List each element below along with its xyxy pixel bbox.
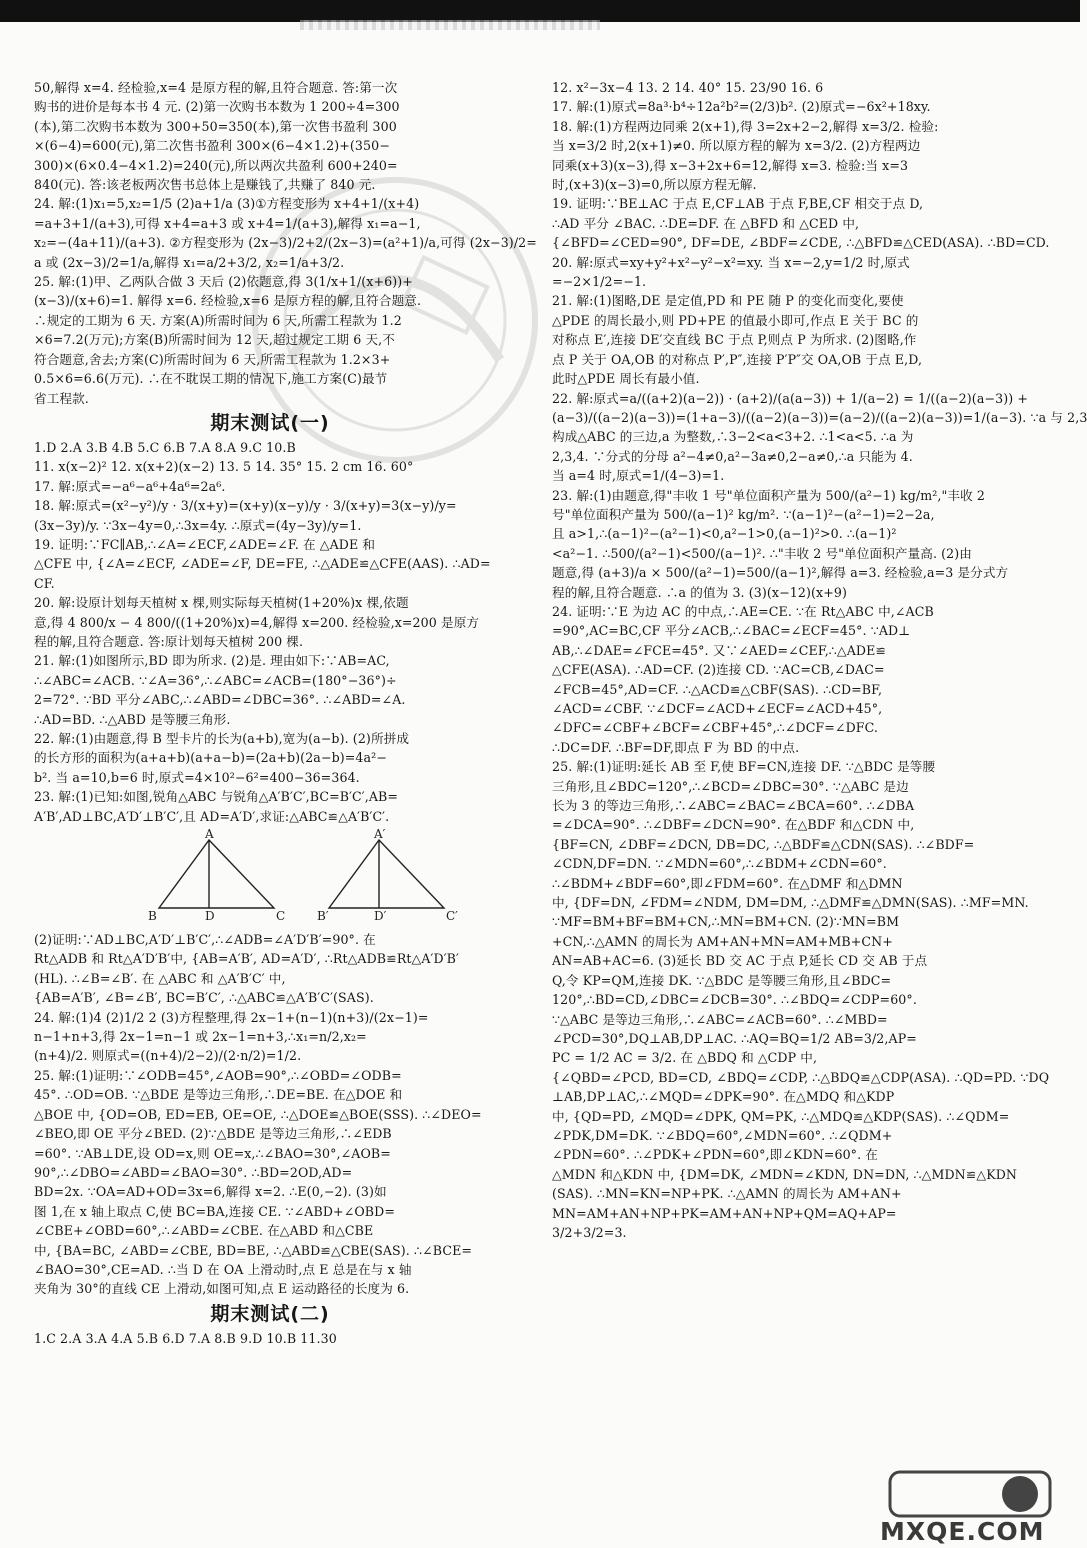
triangle-a-prime bbox=[329, 840, 444, 908]
answer-line: (SAS). ∴MN=KN=NP+PK. ∴△AMN 的周长为 AM+AN+ bbox=[552, 1186, 902, 1202]
answer-line: 25. 解:(1)证明:∵∠ODB=45°,∠AOB=90°,∴∠OBD=∠ODB= bbox=[34, 1067, 402, 1083]
answer-line: 夹角为 30°的直线 CE 上滑动,如图可知,点 E 运动路径的长度为 6. bbox=[34, 1281, 410, 1297]
answer-line: ∠ACD=∠CBF. ∵∠DCF=∠ACD+∠ECF=∠ACD+45°, bbox=[552, 701, 883, 716]
answer-line: 18. 解:原式=(x²−y²)/y · 3/(x+y)=(x+y)(x−y)/y · 3/(x+y)=3(x−y)/y= bbox=[34, 498, 457, 514]
answer-line: 840(元). 答:该老板两次售书总体上是赚钱了,共赚了 840 元. bbox=[34, 177, 376, 193]
answer-line: 程的解,且符合题意. 答:原计划每天植树 200 棵. bbox=[34, 633, 304, 649]
answer-line: AB,∴∠DAE=∠FCE=45°. 又∵∠AED=∠CEF,∴△ADE≌ bbox=[552, 642, 887, 658]
logo-text: MXQE.COM bbox=[880, 1517, 1045, 1546]
answer-line: 24. 解:(1)x₁=5,x₂=1/5 (2)a+1/a (3)①方程变形为 x+4+1/(x+4) bbox=[34, 196, 420, 212]
label-D-prime: D′ bbox=[374, 909, 387, 924]
answer-line: ×6=7.2(万元);方案(B)所需时间为 12 天,超过规定工期 6 天,不 bbox=[34, 332, 395, 348]
answer-line: 三角形,且∠BDC=120°,∴∠BCD=∠DBC=30°. ∵△ABC 是边 bbox=[552, 778, 909, 794]
answer-line: BD=2x. ∵OA=AD+OD=3x=6,解得 x=2. ∴E(0,−2). (3)如 bbox=[34, 1184, 387, 1200]
answer-line: 12. x²−3x−4 13. 2 14. 40° 15. 23/90 16. 6 bbox=[552, 80, 824, 95]
site-logo bbox=[880, 1466, 1060, 1546]
answer-line: ∴∠BDM+∠BDF=60°,即∠FDM=60°. 在△DMF 和△DMN bbox=[552, 875, 903, 891]
answer-line: (HL). ∴∠B=∠B′. 在 △ABC 和 △A′B′C′ 中, bbox=[34, 970, 286, 986]
label-A-prime: A′ bbox=[374, 827, 386, 842]
answer-line: =∠DCA=90°. ∴∠DBF=∠DCN=90°. 在△BDF 和△CDN 中, bbox=[552, 817, 915, 833]
answer-line: ∠PCD=30°,DQ⊥AB,DP⊥AC. ∴AQ=BQ=1/2 AB=3/2,AP= bbox=[552, 1030, 917, 1046]
answer-line: ∠PDN=60°. ∴∠PDK+∠PDN=60°,即∠KDN=60°. 在 bbox=[552, 1147, 878, 1163]
label-C-prime: C′ bbox=[446, 909, 458, 924]
answer-line: 号"单位面积产量为 500/(a−1)² kg/m². ∵(a−1)²−(a²−1)=2−2a, bbox=[552, 506, 935, 522]
answer-line: =−2×1/2=−1. bbox=[552, 274, 647, 290]
answer-line: 题意,得 (a+3)/a × 500/(a²−1)=500/(a−1)²,解得 a=3. 经检验,a=3 是分式方 bbox=[552, 565, 1009, 581]
answer-line: △MDN 和△KDN 中, {DM=DK, ∠MDN=∠KDN, DN=DN, ∴△MDN≌△KDN bbox=[552, 1166, 1018, 1182]
answer-line: =a+3+1/(a+3),可得 x+4=a+3 或 x+4=1/(a+3),解得 x₁=a−1, bbox=[34, 215, 421, 231]
answer-line: 120°,∴BD=CD,∠DBC=∠DCB=30°. ∴∠BDQ=∠CDP=60°. bbox=[552, 992, 917, 1008]
answer-line: (本),第二次购书本数为 300+50=350(本),第一次售书盈利 300 bbox=[34, 118, 397, 134]
answer-line: PC = 1/2 AC = 3/2. 在 △BDQ 和 △CDP 中, bbox=[552, 1050, 818, 1066]
answer-line: (x−3)/(x+6)=1. 解得 x=6. 经检验,x=6 是原方程的解,且符合题意. bbox=[34, 293, 422, 309]
answer-line: {AB=A′B′, ∠B=∠B′, BC=B′C′, ∴△ABC≌△A′B′C′(SAS). bbox=[34, 990, 374, 1006]
answer-line: a 或 (2x−3)/2=1/a,解得 x₁=a/2+3/2, x₂=1/a+3/2. bbox=[34, 254, 345, 270]
answer-line: 购书的进价是每本书 4 元. (2)第一次购书本数为 1 200÷4=300 bbox=[34, 99, 400, 115]
answer-line: △PDE 的周长最小,则 PD+PE 的值最小即可,作点 E 关于 BC 的 bbox=[552, 312, 919, 328]
answer-line: 2,3,4. ∵分式的分母 a²−4≠0,a²−3a≠0,2−a≠0,∴a 只能为 4. bbox=[552, 448, 913, 464]
answer-line: 1.D 2.A 3.B 4.B 5.C 6.B 7.A 8.A 9.C 10.B bbox=[34, 439, 296, 455]
answer-line: 当 x=3/2 时,2(x+1)≠0. 所以原方程的解为 x=3/2. (2)方程两边 bbox=[552, 138, 921, 154]
answer-line: 17. 解:原式=−a⁶−a⁶+4a⁶=2a⁶. bbox=[34, 478, 226, 494]
answer-line: 24. 证明:∵E 为边 AC 的中点,∴AE=CE. ∵在 Rt△ABC 中,∠ACB bbox=[552, 603, 934, 619]
answer-line: =60°. ∵AB⊥DE,设 OD=x,则 OE=x,∴∠BAO=30°,∠AOB= bbox=[34, 1145, 391, 1161]
answer-line: ∴AD=BD. ∴△ABD 是等腰三角形. bbox=[34, 711, 231, 727]
logo-glyph bbox=[880, 1466, 1060, 1522]
answer-line: A′B′,AD⊥BC,A′D′⊥B′C′,且 AD=A′D′,求证:△ABC≌△A′B′C′. bbox=[34, 808, 390, 824]
answer-line: AN=AB+AC=6. (3)延长 BD 交 AC 于点 P,延长 CD 交 AB 于点 bbox=[552, 953, 928, 969]
answer-line: {∠QBD=∠PCD, BD=CD, ∠BDQ=∠CDP, ∴△BDQ≌△CDP(ASA). ∴QD=PD. ∵DQ bbox=[552, 1069, 1050, 1085]
answer-line: ∴规定的工期为 6 天. 方案(A)所需时间为 6 天,所需工程款为 1.2 bbox=[34, 312, 402, 328]
answer-line: 程的解,且符合题意. ∴a 的值为 3. (3)(x−12)(x+9) bbox=[552, 584, 848, 600]
answer-line: 图 1,在 x 轴上取点 C,使 BC=BA,连接 CE. ∵∠ABD+∠OBD= bbox=[34, 1203, 395, 1219]
left-column bbox=[34, 78, 537, 1518]
answer-line: 23. 解:(1)由题意,得"丰收 1 号"单位面积产量为 500/(a²−1) kg/m²,"丰收 2 bbox=[552, 487, 985, 503]
answer-line: 22. 解:原式=a/((a+2)(a−2)) · (a+2)/(a(a−3)) + 1/(a−2) = 1/((a−2)(a−3)) + bbox=[552, 390, 1028, 406]
answer-line: b². 当 a=10,b=6 时,原式=4×10²−6²=400−36=364. bbox=[34, 769, 360, 785]
section-heading: 期末测试(一) bbox=[210, 411, 330, 434]
answer-line: ∠BAO=30°,CE=AD. ∴当 D 在 OA 上滑动时,点 E 总是在与 x 轴 bbox=[34, 1261, 412, 1277]
answer-line: Q,令 KP=QM,连接 DK. ∵△BDC 是等腰三角形,且∠BDC= bbox=[552, 972, 892, 988]
answer-line: 25. 解:(1)证明:延长 AB 至 F,使 BF=CN,连接 DF. ∵△BDC 是等腰 bbox=[552, 759, 936, 775]
answer-line: 时,(x+3)(x−3)=0,所以原方程无解. bbox=[552, 177, 757, 193]
answer-line: ∠CDN,DF=DN. ∵∠MDN=60°,∴∠BDM+∠CDN=60°. bbox=[552, 856, 887, 872]
answer-line: △BOE 中, {OD=OB, ED=EB, OE=OE, ∴△DOE≌△BOE(SSS). ∴∠DEO= bbox=[34, 1106, 482, 1122]
answer-line: 21. 解:(1)如图所示,BD 即为所求. (2)是. 理由如下:∵AB=AC, bbox=[34, 653, 390, 669]
answer-line: 23. 解:(1)已知:如图,锐角△ABC 与锐角△A′B′C′,BC=B′C′,AB= bbox=[34, 789, 399, 805]
answer-line: ∴∠ABC=∠ACB. ∵∠A=36°,∴∠ABC=∠ACB=(180°−36°)÷ bbox=[34, 672, 397, 688]
label-B-prime: B′ bbox=[317, 909, 329, 924]
answer-line: 300)×(6×0.4−4×1.2)=240(元),所以两次共盈利 600+240= bbox=[34, 157, 398, 173]
answer-line: (n+4)/2. 则原式=((n+4)/2−2)/(2·n/2)=1/2. bbox=[34, 1048, 302, 1064]
answer-line: 符合题意,舍去;方案(C)所需时间为 6 天,所需工程款为 1.2×3+ bbox=[34, 351, 391, 367]
answer-line: ⊥AB,DP⊥AC,∴∠MQD=∠DPK=90°. 在△MDQ 和△KDP bbox=[552, 1089, 895, 1105]
label-C: C bbox=[276, 909, 286, 924]
answer-line: ×(6−4)=600(元),第二次售书盈利 300×(6−4×1.2)+(350− bbox=[34, 138, 390, 154]
answer-line: 90°,∴∠DBO=∠ABD=∠BAO=30°. ∴BD=2OD,AD= bbox=[34, 1164, 353, 1180]
label-B: B bbox=[148, 909, 157, 924]
answer-line: +CN,∴△AMN 的周长为 AM+AN+MN=AM+MB+CN+ bbox=[552, 933, 893, 949]
answer-line: 此时△PDE 周长有最小值. bbox=[552, 371, 700, 387]
answer-line: 同乘(x+3)(x−3),得 x−3+2x+6=12,解得 x=3. 检验:当 x=3 bbox=[552, 157, 909, 173]
answer-line: △CFE(ASA). ∴AD=CF. (2)连接 CD. ∵AC=CB,∠DAC= bbox=[552, 662, 885, 678]
answer-line: 20. 解:原式=xy+y²+x²−y²−x²=xy. 当 x=−2,y=1/2 时,原式 bbox=[552, 254, 910, 270]
answer-line: 的长方形的面积为(a+a+b)(a+a−b)=(2a+b)(2a−b)=4a²− bbox=[34, 750, 387, 766]
section-heading: 期末测试(二) bbox=[210, 1302, 330, 1325]
answer-line: 18. 解:(1)方程两边同乘 2(x+1),得 3=2x+2−2,解得 x=3/2. 检验: bbox=[552, 118, 939, 134]
answer-line: 中, {DF=DN, ∠FDM=∠NDM, DM=DM, ∴△DMF≌△DMN(SAS). ∴MF=MN. bbox=[552, 895, 1029, 911]
top-dark-band bbox=[0, 0, 1080, 22]
answer-line: Rt△ADB 和 Rt△A′D′B′中, {AB=A′B′, AD=A′D′, ∴Rt△ADB≌Rt△A′D′B′ bbox=[34, 951, 459, 967]
answer-line: ∠PDK,DM=DK. ∵∠BDQ=60°,∠MDN=60°. ∴∠QDM+ bbox=[552, 1127, 893, 1143]
answer-line: (a−3)/((a−2)(a−3))=(1+a−3)/((a−2)(a−3))=(a−2)/((a−2)(a−3))=1/(a−3). ∵a 与 2,3 bbox=[552, 409, 1087, 425]
answer-line: 45°. ∴OD=OB. ∵△BDE 是等边三角形,∴DE=BE. 在△DOE 和 bbox=[34, 1087, 403, 1103]
answer-line: 24. 解:(1)4 (2)1/2 2 (3)方程整理,得 2x−1+(n−1)(n+3)/(2x−1)= bbox=[34, 1009, 429, 1025]
answer-line: 50,解得 x=4. 经检验,x=4 是原方程的解,且符合题意. 答:第一次 bbox=[34, 80, 398, 95]
triangle-abc bbox=[159, 840, 274, 908]
answer-line: 中, {BA=BC, ∠ABD=∠CBE, BD=BE, ∴△ABD≌△CBE(SAS). ∴∠BCE= bbox=[34, 1242, 473, 1258]
label-D: D bbox=[205, 909, 215, 924]
answer-line: 17. 解:(1)原式=8a³·b⁴÷12a²b²=(2/3)b². (2)原式=−6x²+18xy. bbox=[552, 99, 931, 115]
answer-line: 11. x(x−2)² 12. x(x+2)(x−2) 13. 5 14. 35° 15. 2 cm 16. 60° bbox=[34, 459, 414, 475]
answer-line: ∠BEO,即 OE 平分∠BED. (2)∵△BDE 是等边三角形,∴∠EDB bbox=[34, 1126, 392, 1142]
answer-line: △CFE 中, {∠A=∠ECF, ∠ADE=∠F, DE=FE, ∴△ADE≌△CFE(AAS). ∴AD= bbox=[34, 556, 491, 572]
answer-line: 2=72°. ∵BD 平分∠ABC,∴∠ABD=∠DBC=36°. ∴∠ABD=∠A. bbox=[34, 692, 406, 708]
answer-line: 0.5×6=6.6(万元). ∴在不耽误工期的情况下,施工方案(C)最节 bbox=[34, 371, 388, 387]
answer-line: 3/2+3/2=3. bbox=[552, 1224, 627, 1240]
scan-noise bbox=[300, 20, 600, 30]
answer-line: 1.C 2.A 3.A 4.A 5.B 6.D 7.A 8.B 9.D 10.B 11.30 bbox=[34, 1330, 337, 1346]
triangle-figure bbox=[34, 827, 506, 924]
answer-line: (3x−3y)/y. ∵3x−4y=0,∴3x=4y. ∴原式=(4y−3y)/y=1. bbox=[34, 517, 362, 533]
label-A: A bbox=[205, 827, 214, 842]
answer-line: ∠DFC=∠CBF+∠BCF=∠CBF+45°,∴∠DCF=∠DFC. bbox=[552, 720, 878, 736]
answer-line: ∴DC=DF. ∴BF=DF,即点 F 为 BD 的中点. bbox=[552, 739, 800, 755]
answer-line: 21. 解:(1)图略,DE 是定值,PD 和 PE 随 P 的变化而变化,要使 bbox=[552, 293, 904, 309]
answer-line: 点 P 关于 OA,OB 的对称点 P′,P″,连接 P′P″交 OA,OB 于点 E,D, bbox=[552, 351, 923, 367]
answer-line: {∠BFD=∠CED=90°, DF=DE, ∠BDF=∠CDE, ∴△BFD≌△CED(ASA). ∴BD=CD. bbox=[552, 235, 1050, 251]
answer-line: ∠FCB=45°,AD=CF. ∴△ACD≌△CBF(SAS). ∴CD=BF, bbox=[552, 681, 883, 697]
right-column bbox=[552, 78, 1087, 1518]
answer-line: 意,得 4 800/x − 4 800/((1+20%)x)=4,解得 x=200. 经检验,x=200 是原方 bbox=[34, 614, 480, 630]
answer-line: 且 a>1,∴(a−1)²−(a²−1)<0,a²−1>0,(a−1)²>0. ∴(a−1)² bbox=[552, 526, 897, 542]
answer-line: 22. 解:(1)由题意,得 B 型卡片的长为(a+b),宽为(a−b). (2)所拼成 bbox=[34, 731, 410, 746]
answer-line: MN=AM+AN+NP+PK=AM+AN+NP+QM=AQ+AP= bbox=[552, 1205, 897, 1221]
answer-line: ∠CBE+∠OBD=60°,∴∠ABD=∠CBE. 在△ABD 和△CBE bbox=[34, 1223, 374, 1239]
answer-line: 20. 解:设原计划每天植树 x 棵,则实际每天植树(1+20%)x 棵,依题 bbox=[34, 595, 409, 611]
answer-line: 25. 解:(1)甲、乙两队合做 3 天后 (2)依题意,得 3(1/x+1/(x+6))+ bbox=[34, 274, 413, 290]
answer-line: ∵△ABC 是等边三角形,∴∠ABC=∠ACB=60°. ∴∠MBD= bbox=[552, 1011, 888, 1027]
answer-line: 当 a=4 时,原式=1/(4−3)=1. bbox=[552, 468, 725, 484]
answer-line: ∴AD 平分 ∠BAC. ∴DE=DF. 在 △BFD 和 △CED 中, bbox=[552, 215, 860, 231]
answer-line: <a²−1. ∴500/(a²−1)<500/(a−1)². ∴"丰收 2 号"单位面积产量高. (2)由 bbox=[552, 545, 973, 561]
answer-line: 对称点 E′,连接 DE′交直线 BC 于点 P,则点 P 为所求. (2)图略,作 bbox=[552, 332, 917, 348]
answer-line: CF. bbox=[34, 575, 55, 591]
answer-line: x₂=−(4a+11)/(a+3). ②方程变形为 (2x−3)/2+2/(2x−3)=(a²+1)/a,可得 (2x−3)/2= bbox=[34, 235, 537, 251]
answer-line: 19. 证明:∵BE⊥AC 于点 E,CF⊥AB 于点 F,BE,CF 相交于点 D, bbox=[552, 196, 924, 212]
answer-line: (2)证明:∵AD⊥BC,A′D′⊥B′C′,∴∠ADB=∠A′D′B′=90°. 在 bbox=[34, 932, 376, 948]
answer-line: n−1+n+3,得 2x−1=n−1 或 2x−1=n+3,∴x₁=n/2,x₂= bbox=[34, 1029, 367, 1045]
answer-line: 长为 3 的等边三角形,∴∠ABC=∠BAC=∠BCA=60°. ∴∠DBA bbox=[552, 798, 915, 814]
answer-line: {BF=CN, ∠DBF=∠DCN, DB=DC, ∴△BDF≌△CDN(SAS). ∴∠BDF= bbox=[552, 836, 975, 852]
answer-line: 中, {QD=PD, ∠MQD=∠DPK, QM=PK, ∴△MDQ≌△KDP(SAS). ∴∠QDM= bbox=[552, 1108, 1010, 1124]
answer-line: 构成△ABC 的三边,a 为整数,∴3−2<a<3+2. ∴1<a<5. ∴a 为 bbox=[552, 429, 914, 445]
answer-line: 19. 证明:∵FC∥AB,∴∠A=∠ECF,∠ADE=∠F. 在 △ADE 和 bbox=[34, 536, 376, 552]
answer-line: 省工程款. bbox=[34, 390, 89, 406]
answer-line: =90°,AC=BC,CF 平分∠ACB,∴∠BAC=∠ECF=45°. ∵AD⊥ bbox=[552, 623, 911, 639]
answer-line: ∵MF=BM+BF=BM+CN,∴MN=BM+CN. (2)∵MN=BM bbox=[552, 914, 900, 930]
